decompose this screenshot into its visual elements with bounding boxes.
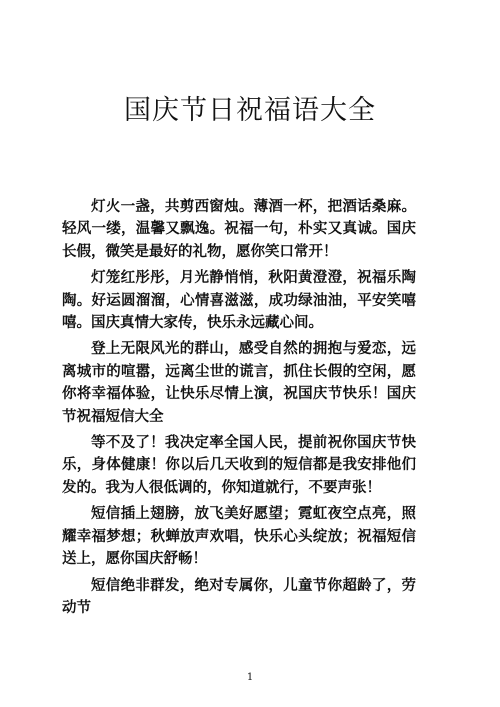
paragraph-5: 短信插上翅膀，放飞美好愿望；霓虹夜空点亮，照耀幸福梦想；秋蝉放声欢唱，快乐心头绽放；祝福短信送上，愿你国庆舒畅！ — [62, 505, 416, 568]
paragraph-2: 灯笼红彤彤，月光静悄悄，秋阳黄澄澄，祝福乐陶陶。好运圆溜溜，心情喜滋滋，成功绿油油，平安笑嘻嘻。国庆真情大家传，快乐永远藏心间。 — [62, 269, 416, 332]
document-title: 国庆节日祝福语大全 — [124, 95, 376, 126]
paragraph-1: 灯火一盏，共剪西窗烛。薄酒一杯，把酒话桑麻。轻风一缕，温馨又飘逸。祝福一句，朴实又真诚。国庆长假，微笑是最好的礼物，愿你笑口常开！ — [62, 198, 416, 260]
paragraph-6: 短信绝非群发，绝对专属你，儿童节你超龄了，劳动节 — [62, 576, 416, 616]
paragraph-3: 登上无限风光的群山，感受自然的拥抱与爱恋，远离城市的喧嚣，远离尘世的谎言，抓住长假的空闲，愿你将幸福体验，让快乐尽情上演，祝国庆节快乐！国庆节祝福短信大全 — [62, 340, 416, 425]
page-number: 1 — [246, 672, 254, 683]
document-body — [62, 196, 416, 623]
paragraph-4: 等不及了！我决定率全国人民，提前祝你国庆节快乐，身体健康！你以后几天收到的短信都是我安排他们发的。我为人很低调的，你知道就行，不要声张！ — [62, 434, 416, 496]
